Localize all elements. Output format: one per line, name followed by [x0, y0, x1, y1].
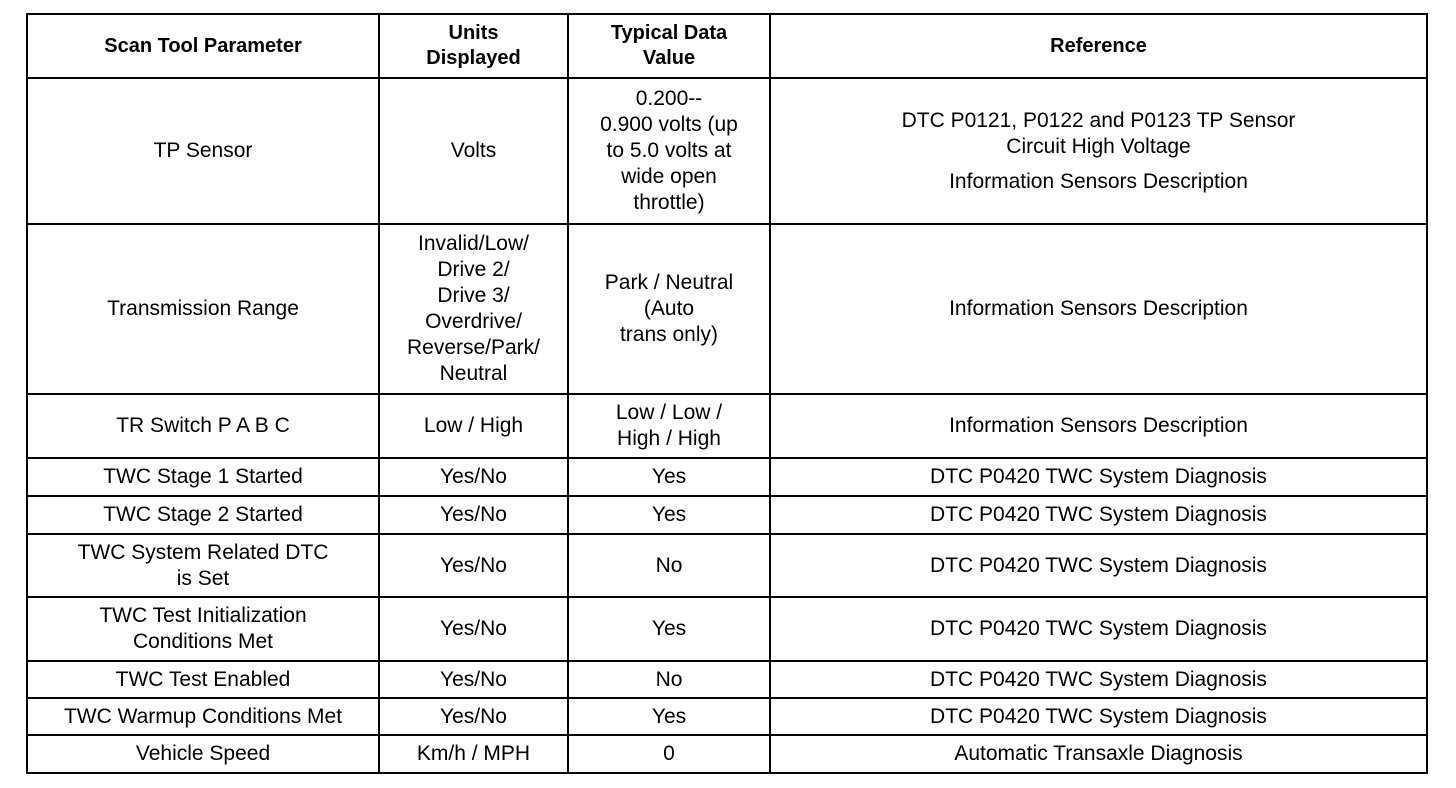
cell-reference: DTC P0420 TWC System Diagnosis [770, 698, 1427, 735]
table-row [27, 458, 1427, 496]
cell-parameter-line: TWC Test Initialization [99, 604, 307, 627]
cell-reference: DTC P0420 TWC System Diagnosis [770, 661, 1427, 698]
table-row [27, 698, 1427, 735]
cell-typical: Yes [568, 597, 770, 661]
cell-typical: 0 [568, 735, 770, 773]
table-row [27, 661, 1427, 698]
cell-parameter: Vehicle Speed [27, 735, 379, 773]
cell-units: Km/h / MPH [379, 735, 568, 773]
cell-parameter [27, 534, 379, 597]
cell-typical-line: High / High [617, 427, 721, 450]
cell-parameter-line: TWC System Related DTC [77, 540, 329, 564]
cell-reference: DTC P0420 TWC System Diagnosis [770, 597, 1427, 661]
cell-parameter: TWC Test Enabled [27, 661, 379, 698]
header-parameter: Scan Tool Parameter [27, 14, 379, 78]
cell-typical: No [568, 661, 770, 698]
cell-typical-line: (Auto [643, 297, 695, 320]
cell-reference: Information Sensors Description [770, 394, 1427, 458]
cell-units [379, 224, 568, 394]
cell-typical: Yes [568, 698, 770, 735]
cell-typical-line: to 5.0 volts at [606, 139, 732, 162]
cell-parameter: TWC Stage 2 Started [27, 496, 379, 534]
cell-reference: DTC P0420 TWC System Diagnosis [770, 496, 1427, 534]
cell-typical [568, 394, 770, 458]
cell-units: Yes/No [379, 534, 568, 597]
cell-typical [568, 78, 770, 224]
cell-reference: DTC P0420 TWC System Diagnosis [770, 534, 1427, 597]
cell-units: Volts [379, 78, 568, 224]
cell-reference: Information Sensors Description [770, 224, 1427, 394]
cell-typical: Yes [568, 458, 770, 496]
cell-units: Yes/No [379, 698, 568, 735]
cell-typical-line: 0.900 volts (up [600, 113, 738, 136]
cell-parameter: Transmission Range [27, 224, 379, 394]
scan-tool-data-table [26, 13, 1428, 774]
cell-units: Yes/No [379, 661, 568, 698]
cell-parameter [27, 597, 379, 661]
cell-reference [770, 78, 1427, 224]
header-reference: Reference [770, 14, 1427, 78]
cell-units-line: Neutral [439, 362, 508, 385]
cell-units-line: Reverse/Park/ [406, 336, 541, 359]
header-typical [568, 14, 770, 78]
cell-units: Yes/No [379, 496, 568, 534]
cell-parameter-line: is Set [176, 566, 230, 590]
cell-units-line: Overdrive/ [425, 310, 522, 333]
cell-typical-line: wide open [621, 165, 717, 188]
cell-typical [568, 224, 770, 394]
cell-units: Yes/No [379, 458, 568, 496]
cell-units-line: Drive 3/ [437, 284, 510, 307]
cell-typical: No [568, 534, 770, 597]
table-row [27, 394, 1427, 458]
cell-typical-line: 0.200-- [635, 87, 703, 110]
table-row [27, 224, 1427, 394]
cell-units: Low / High [379, 394, 568, 458]
cell-units-line: Drive 2/ [437, 258, 510, 281]
cell-typical-line: trans only) [619, 323, 719, 346]
table-row [27, 534, 1427, 597]
cell-reference-line: Information Sensors Description [949, 169, 1248, 193]
cell-parameter: TP Sensor [27, 78, 379, 224]
header-units-line1: Units [448, 22, 499, 44]
header-units [379, 14, 568, 78]
cell-reference-line: DTC P0121, P0122 and P0123 TP Sensor [901, 108, 1296, 132]
header-units-line2: Displayed [426, 47, 521, 69]
table-row [27, 735, 1427, 773]
cell-parameter: TWC Stage 1 Started [27, 458, 379, 496]
cell-parameter-line: Conditions Met [132, 630, 274, 653]
cell-reference: DTC P0420 TWC System Diagnosis [770, 458, 1427, 496]
cell-typical-line: Park / Neutral [604, 271, 734, 294]
cell-typical: Yes [568, 496, 770, 534]
cell-units-line: Invalid/Low/ [418, 232, 529, 255]
header-typical-line2: Value [642, 47, 696, 69]
cell-parameter: TR Switch P A B C [27, 394, 379, 458]
cell-reference-line: Circuit High Voltage [1006, 134, 1191, 158]
cell-typical-line: throttle) [633, 191, 705, 214]
header-row [27, 14, 1427, 78]
table-row [27, 597, 1427, 661]
table-row [27, 78, 1427, 224]
header-typical-line1: Typical Data [610, 22, 728, 44]
cell-typical-line: Low / Low / [615, 401, 723, 424]
table-row [27, 496, 1427, 534]
cell-parameter: TWC Warmup Conditions Met [27, 698, 379, 735]
cell-units: Yes/No [379, 597, 568, 661]
cell-reference: Automatic Transaxle Diagnosis [770, 735, 1427, 773]
